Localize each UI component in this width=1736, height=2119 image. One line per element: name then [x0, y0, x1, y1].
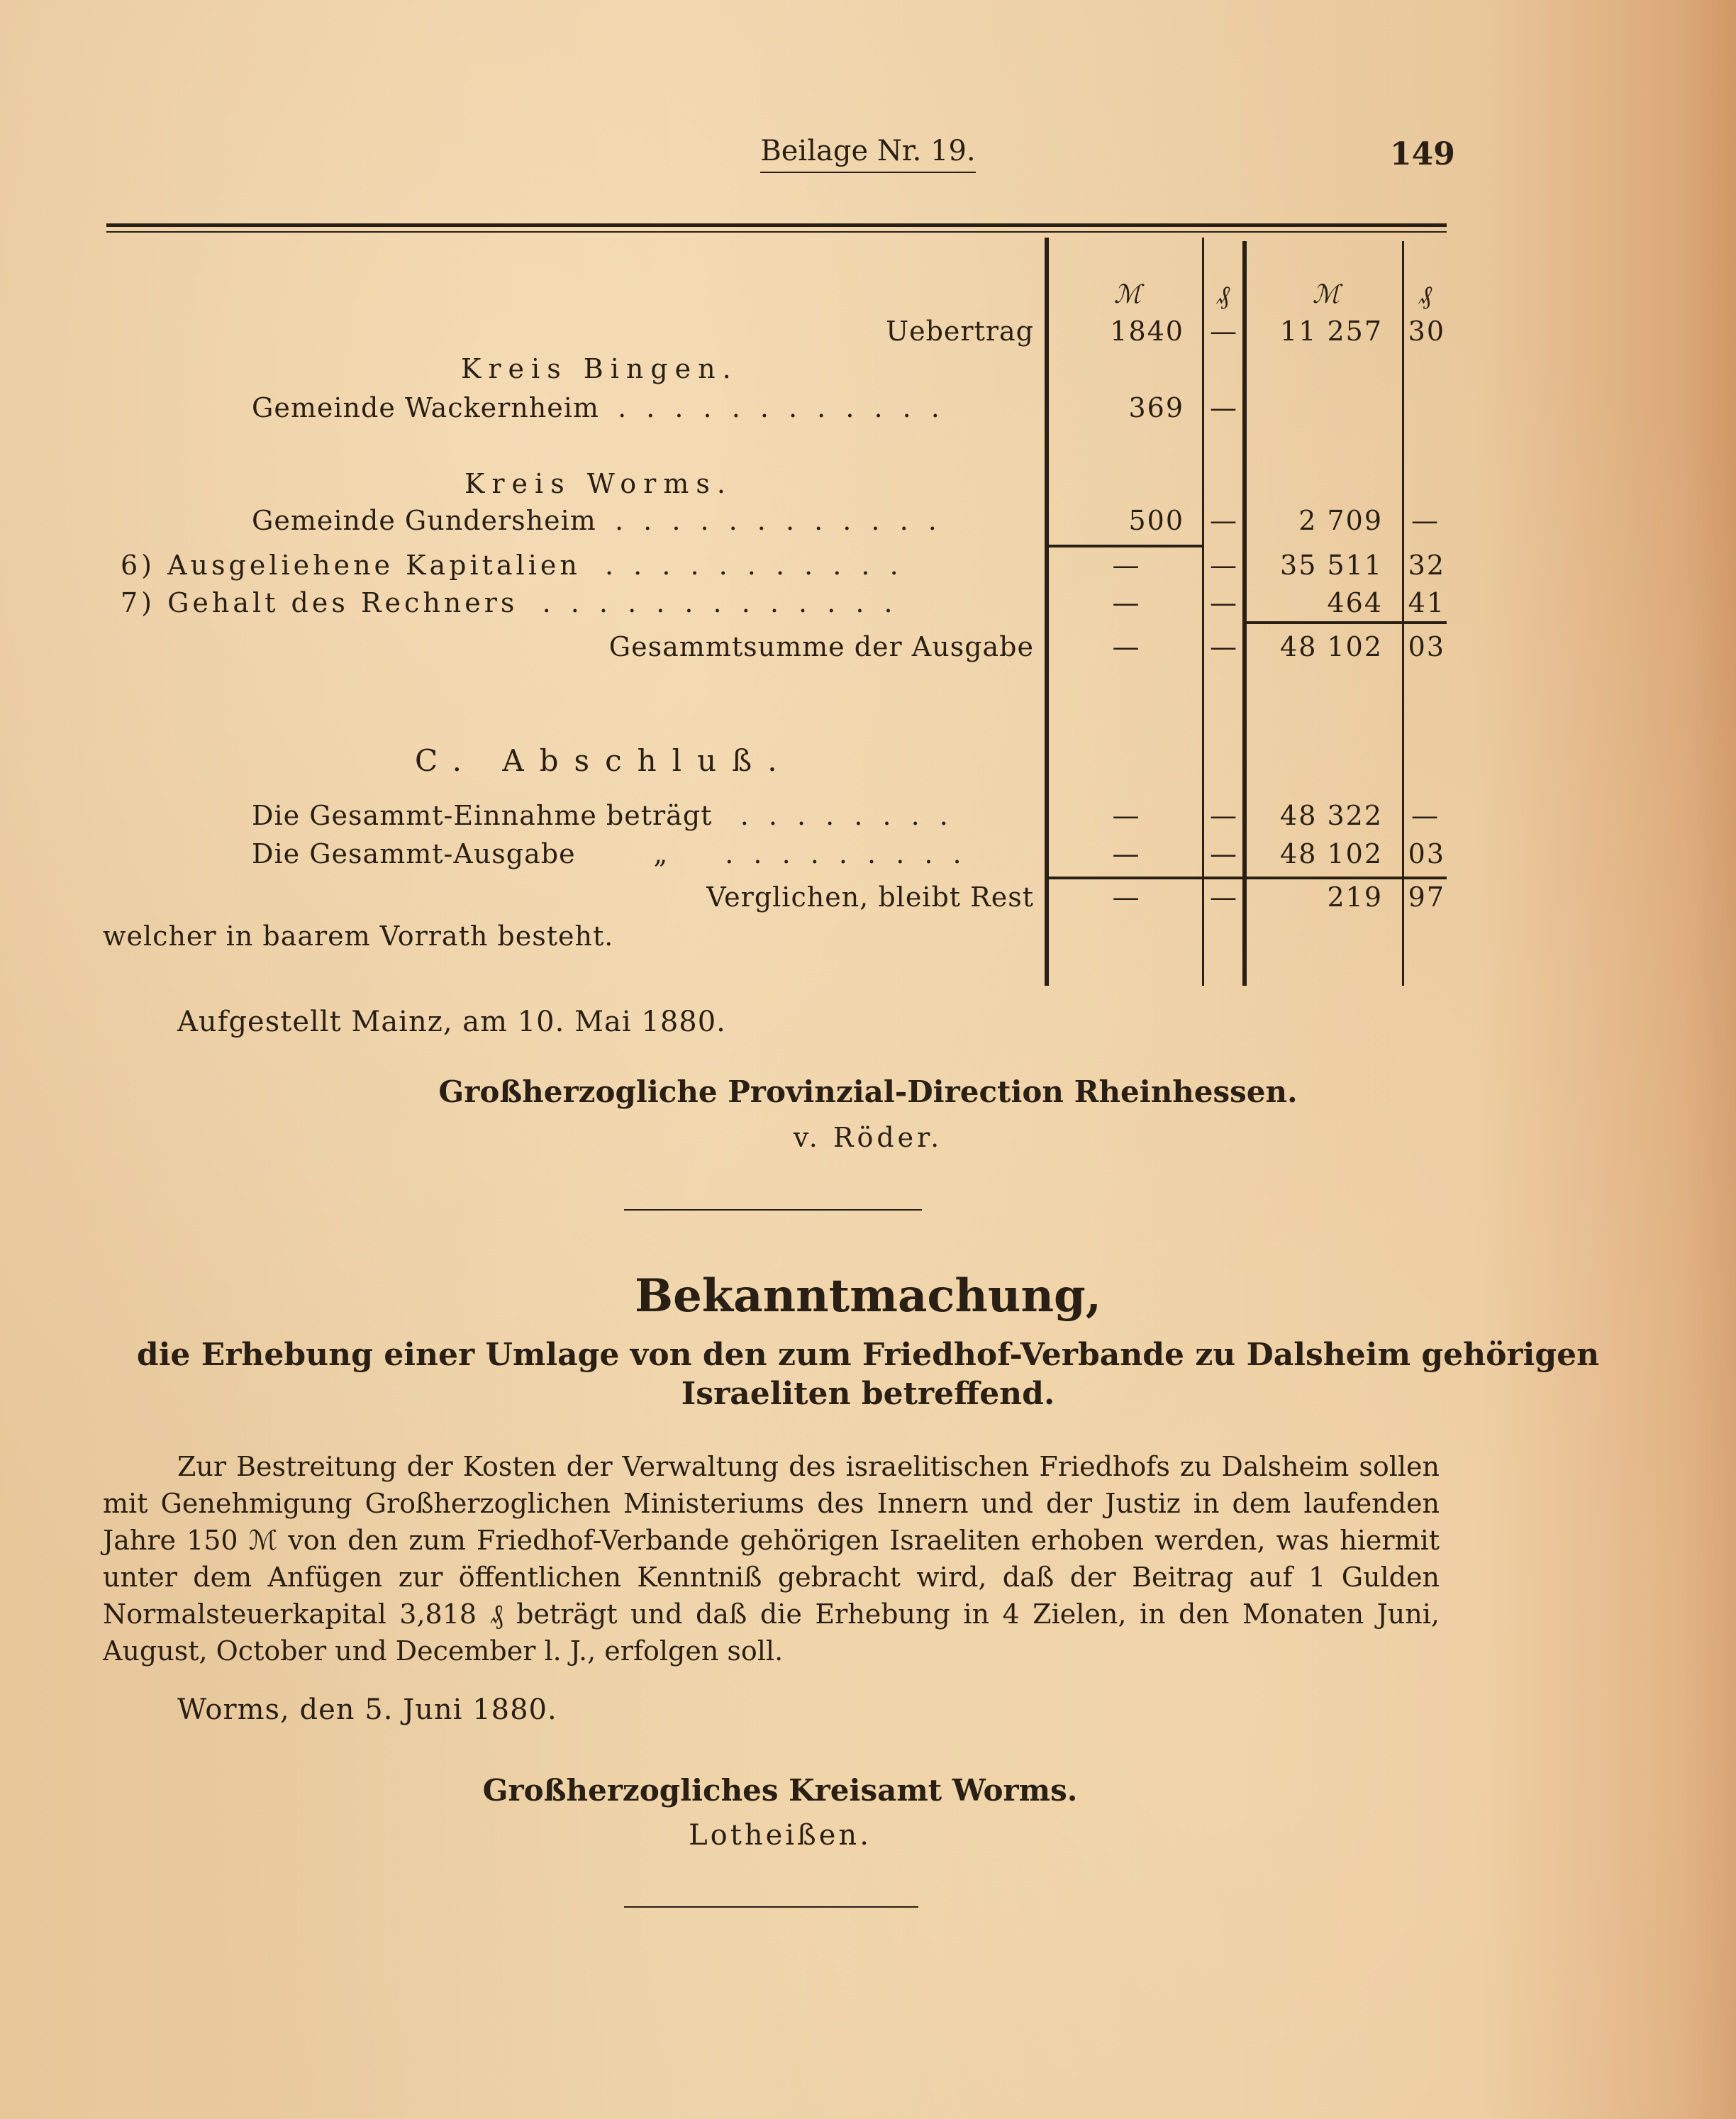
- kapitalien-m2: 35 511: [1280, 550, 1383, 581]
- ausgabe-p1: —: [1210, 838, 1237, 869]
- gehalt-p2: 41: [1408, 587, 1445, 618]
- kapitalien-p1: —: [1210, 550, 1237, 581]
- einnahme-m1: —: [1112, 800, 1140, 831]
- gehalt-m2: 464: [1327, 587, 1383, 618]
- table-rule-2: [1247, 621, 1447, 624]
- uebertrag-m2: 11 257: [1280, 316, 1383, 347]
- signer-lotheissen: Lotheißen.: [689, 1819, 872, 1852]
- uebertrag-label: Uebertrag: [886, 316, 1034, 347]
- kreis-worms-heading: Kreis Worms.: [464, 468, 733, 499]
- table-rule-3: [1049, 877, 1447, 879]
- aufgestellt-line: Aufgestellt Mainz, am 10. Mai 1880.: [177, 1006, 726, 1038]
- uebertrag-p1: —: [1210, 316, 1237, 347]
- kapitalien-p2: 32: [1408, 550, 1445, 581]
- einnahme-m2: 48 322: [1280, 800, 1383, 831]
- gesammtsumme-m1: —: [1112, 631, 1140, 662]
- ausgabe-p2: 03: [1408, 838, 1445, 869]
- table-vline-col2: [1242, 241, 1247, 986]
- bekanntmachung-body: Zur Bestreitung der Kosten der Verwaltung des israelitischen Friedhofs zu Dalsheim sollen mit Genehmigung Großherzoglichen Ministeriums des Innern und der Justiz in dem laufenden Jahre 150 ℳ von den zum Friedhof-Verbande gehörigen Israeliten erhoben werden, was hiermit unter dem Anfügen zur öffentlichen Kenntniß gebracht wird, daß der Beitrag auf 1 Gulden Normalsteuerkapital 3,818 ₰ beträgt und daß die Erhebung in 4 Zielen, in den Monaten Juni, August, October und December l. J., erfolgen soll.: [103, 1451, 1440, 1667]
- gundersheim-p1: —: [1210, 505, 1237, 536]
- kreis-bingen-heading: Kreis Bingen.: [461, 353, 738, 384]
- gundersheim-m2: 2 709: [1298, 505, 1383, 536]
- wackernheim-m1: 369: [1128, 392, 1184, 423]
- einnahme-label: Die Gesammt-Einnahme beträgt . . . . . . . .: [252, 800, 954, 831]
- uebertrag-m1: 1840: [1110, 316, 1184, 347]
- section-divider-2: [624, 1906, 918, 1908]
- verglichen-m1: —: [1112, 881, 1140, 913]
- table-vline-left: [1045, 238, 1049, 986]
- header-title: Beilage Nr. 19.: [0, 135, 1736, 167]
- bekanntmachung-subtitle-2: Israeliten betreffend.: [681, 1376, 1055, 1412]
- abschluss-heading: C. Abschluß.: [415, 743, 793, 778]
- gesammtsumme-m2: 48 102: [1280, 631, 1383, 662]
- gundersheim-label: Gemeinde Gundersheim . . . . . . . . . . . .: [252, 505, 942, 536]
- verglichen-m2: 219: [1327, 881, 1383, 913]
- kapitalien-label: 6) Ausgeliehene Kapitalien . . . . . . . . . . .: [121, 550, 904, 581]
- signer-roeder: v. Röder.: [793, 1122, 943, 1153]
- unit-pf-1: ₰: [1217, 281, 1230, 310]
- unit-mark-2: ℳ: [1312, 280, 1340, 309]
- verglichen-p1: —: [1210, 881, 1237, 913]
- gundersheim-p2: —: [1411, 505, 1438, 536]
- gesammtsumme-p2: 03: [1408, 631, 1445, 662]
- gehalt-m1: —: [1112, 587, 1140, 618]
- direction-line: Großherzogliche Provinzial-Direction Rheinhessen.: [438, 1074, 1298, 1109]
- section-divider-1: [624, 1209, 922, 1211]
- verglichen-label: Verglichen, bleibt Rest: [706, 881, 1034, 913]
- verglichen-p2: 97: [1408, 881, 1445, 913]
- uebertrag-p2: 30: [1408, 316, 1445, 347]
- einnahme-p1: —: [1210, 800, 1237, 831]
- gundersheim-m1: 500: [1128, 505, 1184, 536]
- gehalt-p1: —: [1210, 587, 1237, 618]
- header-rule-thin: [106, 231, 1447, 233]
- wackernheim-p1: —: [1210, 392, 1237, 423]
- gehalt-label: 7) Gehalt des Rechners . . . . . . . . . . . . .: [121, 587, 898, 618]
- kapitalien-m1: —: [1112, 550, 1140, 581]
- worms-date: Worms, den 5. Juni 1880.: [177, 1693, 557, 1726]
- einnahme-p2: —: [1411, 800, 1438, 831]
- bekanntmachung-title: Bekanntmachung,: [634, 1269, 1102, 1323]
- unit-pf-2: ₰: [1419, 281, 1432, 310]
- vorrath-text: welcher in baarem Vorrath besteht.: [103, 921, 614, 952]
- wackernheim-label: Gemeinde Wackernheim . . . . . . . . . . . .: [252, 392, 945, 423]
- ausgabe-label: Die Gesammt-Ausgabe „ . . . . . . . . .: [252, 838, 967, 869]
- ausgabe-m1: —: [1112, 838, 1140, 869]
- unit-mark-1: ℳ: [1113, 280, 1142, 309]
- bekanntmachung-subtitle-1: die Erhebung einer Umlage von den zum Friedhof-Verbande zu Dalsheim gehörigen: [136, 1337, 1600, 1373]
- gesammtsumme-p1: —: [1210, 631, 1237, 662]
- gesammtsumme-label: Gesammtsumme der Ausgabe: [608, 631, 1034, 662]
- table-rule-1: [1049, 545, 1202, 547]
- kreisamt-line: Großherzogliches Kreisamt Worms.: [482, 1773, 1078, 1808]
- header-rule-thick: [106, 223, 1447, 227]
- page-number: 149: [1390, 136, 1455, 172]
- ausgabe-m2: 48 102: [1280, 838, 1383, 869]
